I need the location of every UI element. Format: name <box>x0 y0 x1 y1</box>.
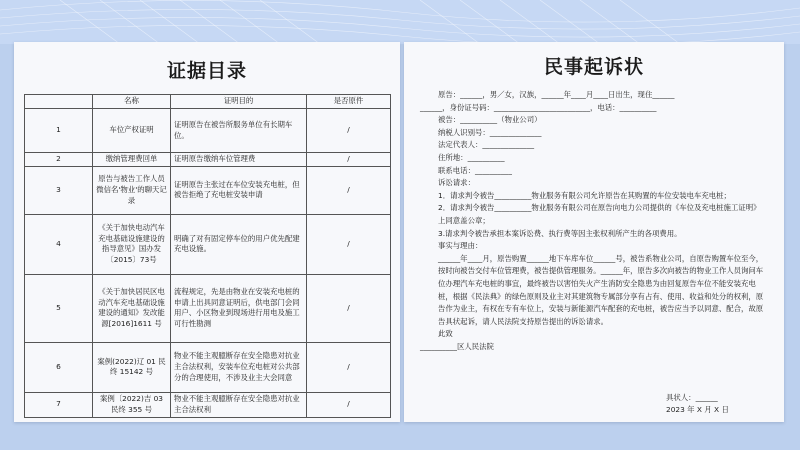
claim-1: 1．请求判令被告__________物业服务有限公司允许原告在其购置的车位安装电车充电桩； <box>438 190 731 200</box>
evidence-table <box>24 94 391 418</box>
row-original: / <box>307 153 391 167</box>
header-no <box>25 95 93 109</box>
row-original: / <box>307 392 391 417</box>
row-no: 1 <box>25 109 93 153</box>
plaintiff-id-line: ______，身份证号码：__________________________，电话：__________ <box>420 102 657 112</box>
row-no: 7 <box>25 392 93 417</box>
row-purpose: 证明原告缴纳车位管理费 <box>171 153 307 167</box>
evidence-header-row <box>25 95 391 109</box>
row-no: 2 <box>25 153 93 167</box>
row-original: / <box>307 166 391 214</box>
row-no: 5 <box>25 274 93 342</box>
table-row <box>25 109 391 153</box>
row-purpose: 流程规定，先是由物业在安装充电桩的申请上出具同意证明后，供电部门会同用户、小区物业到现场进行用电及施工可行性勘测 <box>171 274 307 342</box>
address-line: 住所地：__________ <box>438 152 505 162</box>
header-name: 名称 <box>93 95 171 109</box>
row-name: 案例〔2022)吉 03 民终 355 号 <box>93 392 171 417</box>
defendant-line: 被告：__________（物业公司） <box>438 115 542 125</box>
phone-line: 联系电话：__________ <box>438 165 512 175</box>
row-no: 4 <box>25 214 93 274</box>
row-purpose: 物业不能主观臆断存在安全隐患对抗业主合法权利 <box>171 392 307 417</box>
legal-rep-line: 法定代表人：______________ <box>438 140 535 150</box>
table-row <box>25 392 391 417</box>
complaint-body <box>420 89 766 353</box>
row-name: 案例(2022)辽 01 民终 15142 号 <box>93 342 171 392</box>
facts-body: ______年____月，原告购置______地下车库车位______号，被告系物业公司，自原告购置车位至今，按时向被告交付车位管理费，被告提供管理服务。______年，原告多次向被告的物业工作人员询问车位办理汽车充电桩的事宜，最终被告以害怕失火产生消防安全隐患为由回复原告车位不能安装充电桩，根据《民法典》的绿色原则及业主对其建筑物专属部分享有占有、使用、收益和处分的权利，原告作为业主，有权在专有车位上，安装与新能源汽车配套的充电桩，被告应当予以同意、配合，故原告具状起诉，请人民法院支持原告提出的诉讼请求。 <box>438 253 764 326</box>
row-original: / <box>307 214 391 274</box>
court-line: __________区人民法院 <box>420 341 494 351</box>
complaint-title: 民事起诉状 <box>543 56 644 78</box>
plaintiff-line: 原告：______，男／女，汉族，______年____月____日出生，现住______ <box>438 90 675 99</box>
row-no: 6 <box>25 342 93 392</box>
salutation: 此致 <box>438 329 453 339</box>
facts-heading: 事实与理由： <box>438 241 483 251</box>
header-original: 是否原件 <box>307 95 391 109</box>
header-purpose: 证明目的 <box>171 95 307 109</box>
row-purpose: 物业不能主观臆断存在安全隐患对抗业主合法权利，安装车位充电桩对公共部分的合理使用，不涉及业主大会同意 <box>171 342 307 392</box>
table-row <box>25 153 391 167</box>
row-original: / <box>307 109 391 153</box>
table-row <box>25 274 391 342</box>
claim-3: 3.请求判令被告承担本案诉讼费、执行费等因主张权利所产生的各项费用。 <box>438 228 682 238</box>
evidence-title: 证据目录 <box>166 60 247 82</box>
row-original: / <box>307 274 391 342</box>
row-no: 3 <box>25 166 93 214</box>
evidence-page <box>14 42 400 422</box>
table-row <box>25 342 391 392</box>
date-line: 2023 年 X 月 X 日 <box>666 405 729 414</box>
row-name: 《关于加快电动汽车充电基础设施建设的指导意见》国办发〔2015〕73号 <box>93 214 171 274</box>
row-purpose: 证明原告主张过在车位安装充电桩，但被告拒绝了充电桩安装申请 <box>171 166 307 214</box>
row-name: 原告与被告工作人员微信名'物业'的聊天记录 <box>93 166 171 214</box>
row-purpose: 证明原告在被告所服务单位有长期车位。 <box>171 109 307 153</box>
row-name: 缴纳管理费回单 <box>93 153 171 167</box>
row-original: / <box>307 342 391 392</box>
signer-line: 具状人：______ <box>666 393 718 402</box>
claims-heading: 诉讼请求： <box>438 178 475 188</box>
table-row <box>25 214 391 274</box>
tax-id-line: 纳税人识别号：______________ <box>438 127 542 137</box>
row-purpose: 明确了对有固定停车位的用户优先配建充电设施。 <box>171 214 307 274</box>
table-row <box>25 166 391 214</box>
row-name: 《关于加快居民区电动汽车充电基础设施建设的通知》发改能源[2016]1611 号 <box>93 274 171 342</box>
complaint-page <box>404 42 784 422</box>
row-name: 车位产权证明 <box>93 109 171 153</box>
claim-2: 2．请求判令被告__________物业服务有限公司在原告向电力公司提供的《车位及充电桩施工证明》 上同意盖公章； <box>438 203 761 225</box>
